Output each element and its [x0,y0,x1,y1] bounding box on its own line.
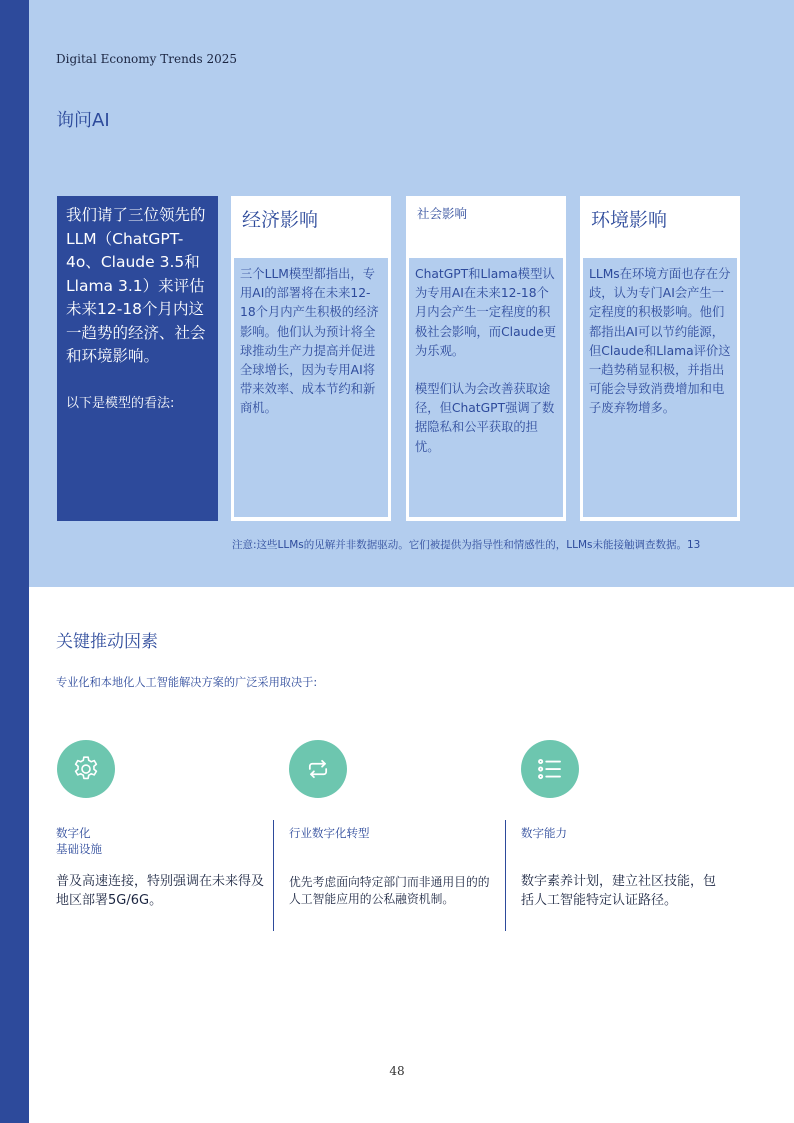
page-number: 48 [389,1064,405,1078]
card-paragraph: ChatGPT和Llama模型认为专用AI在未来12-18个月内会产生一定程度的积极社会影响，而Claude更为乐观。 [415,267,557,358]
ask-ai-heading: 询问AI [56,110,110,131]
driver-label-line: 行业数字化转型 [289,826,370,840]
driver-label [56,825,102,857]
card-body [583,258,737,517]
card-paragraph: 三个LLM模型都指出，专用AI的部署将在未来12-18个月内产生积极的经济影响。他们认为预计将全球推动生产力提高并促进全球增长，因为专用AI将带来效率、成本节约和新商机。 [240,267,379,416]
intro-subtext: 以下是模型的看法: [66,395,175,411]
driver-label-line: 数字能力 [521,826,567,840]
driver-description: 优先考虑面向特定部门而非通用目的的人工智能应用的公私融资机制。 [289,875,490,906]
driver-description: 普及高速连接，特别强调在未来得及地区部署5G/6G。 [56,874,265,908]
economic-impact-card [231,196,391,521]
intro-text: 我们请了三位领先的LLM（ChatGPT-4o、Claude 3.5和Llama 3.1）来评估未来12-18个月内这一趋势的经济、社会和环境影响。 [66,206,206,365]
gear-icon [57,740,115,798]
card-title: 经济影响 [242,209,319,231]
driver-label [521,825,567,841]
column-divider [273,820,274,931]
drivers-heading: 关键推动因素 [56,632,158,652]
driver-description: 数字素养计划，建立社区技能，包括人工智能特定认证路径。 [521,874,717,908]
intro-card [57,196,218,521]
card-body [409,258,563,517]
left-accent-bar [0,0,29,1123]
card-paragraph: 模型们认为会改善获取途径，但ChatGPT强调了数据隐私和公平获取的担忧。 [415,382,555,454]
refresh-icon [289,740,347,798]
drivers-intro: 专业化和本地化人工智能解决方案的广泛采用取决于: [56,676,318,689]
driver-label-line: 基础设施 [56,842,102,856]
social-impact-card [406,196,566,521]
environmental-impact-card [580,196,740,521]
driver-label-line: 数字化 [56,826,91,840]
column-divider [505,820,506,931]
driver-label [289,825,370,841]
list-icon [521,740,579,798]
disclaimer-note: 注意:这些LLMs的见解并非数据驱动。它们被提供为指导性和情感性的，LLMs未能接触调查数据。13 [232,539,701,551]
card-title: 社会影响 [417,206,468,221]
card-paragraph: LLMs在环境方面也存在分歧，认为专门AI会产生一定程度的积极影响。他们都指出AI可以节约能源，但Claude和Llama评价这一趋势稍显积极，并指出可能会导致消费增加和电子废弃物增多。 [589,267,731,416]
card-body [234,258,388,517]
running-header: Digital Economy Trends 2025 [56,52,238,66]
card-title: 环境影响 [591,209,668,231]
